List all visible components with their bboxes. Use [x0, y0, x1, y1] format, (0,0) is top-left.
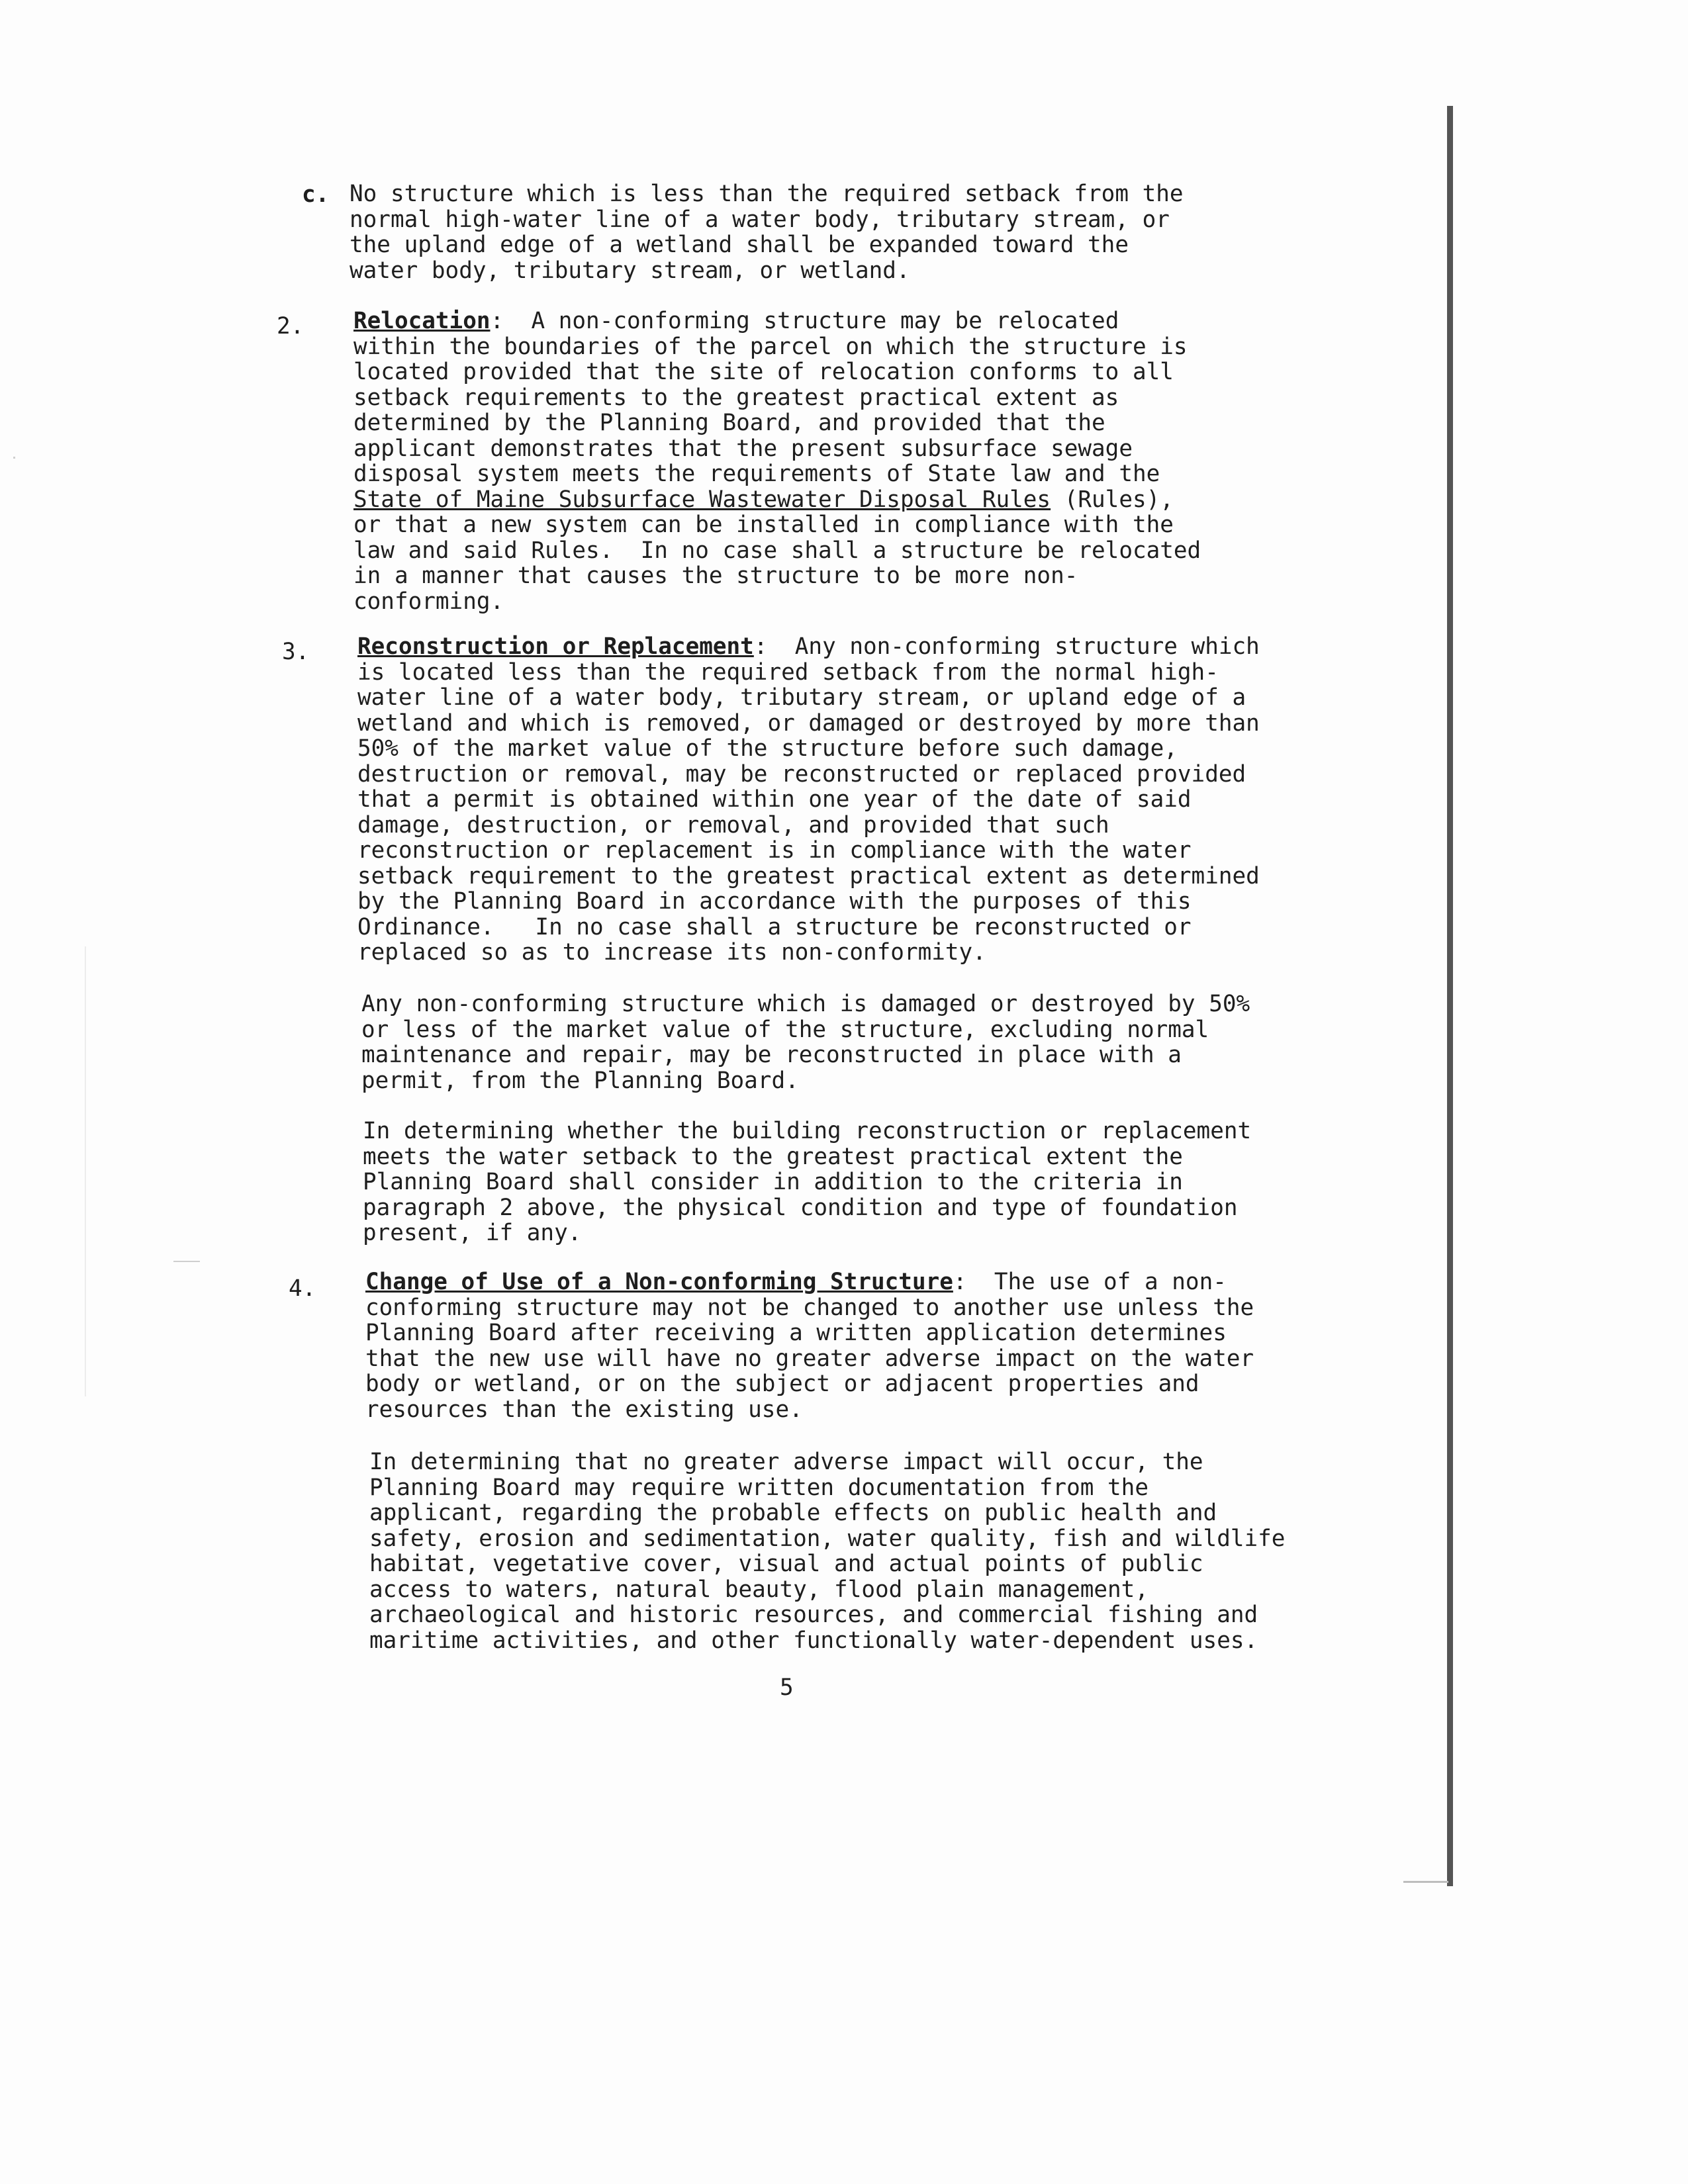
section-3-line: is located less than the required setback from the normal high- [357, 659, 1219, 686]
section-c-marker: c. [302, 181, 330, 208]
section-2-heading: Relocation [353, 308, 491, 334]
scan-speck [85, 946, 86, 1396]
section-2-line: determined by the Planning Board, and provided that the [353, 410, 1105, 436]
section-3-heading: Reconstruction or Replacement [357, 633, 754, 660]
section-4-paragraph-2 [369, 1449, 1285, 1653]
section-3-line: by the Planning Board in accordance with the purposes of this [357, 888, 1192, 915]
section-3-line: replaced so as to increase its non-conformity. [357, 939, 986, 966]
section-4-p2-line: Planning Board may require written documentation from the [369, 1474, 1149, 1501]
section-2-line: or that a new system can be installed in compliance with the [353, 512, 1174, 538]
section-2-marker: 2. [277, 313, 305, 340]
scan-speck [173, 1261, 200, 1262]
section-4-text [365, 1269, 1254, 1422]
section-3-p3-line: paragraph 2 above, the physical condition and type of foundation [363, 1194, 1238, 1221]
section-3-line: destruction or removal, may be reconstructed or replaced provided [357, 760, 1246, 788]
section-3-p2-line: maintenance and repair, may be reconstructed in place with a [361, 1042, 1182, 1068]
section-3-p2-line: Any non-conforming structure which is damaged or destroyed by 50% [361, 991, 1250, 1017]
section-3-line: that a permit is obtained within one year of the date of said [357, 786, 1192, 813]
page-number: 5 [780, 1674, 794, 1701]
section-3-p3-line: In determining whether the building reconstruction or replacement [363, 1118, 1252, 1144]
section-4-p2-line: safety, erosion and sedimentation, water quality, fish and wildlife [369, 1525, 1286, 1552]
section-c-text [350, 181, 1184, 283]
scan-edge-bar [1447, 106, 1453, 1886]
section-3-p3-line: present, if any. [363, 1220, 582, 1246]
section-3-text [357, 634, 1260, 966]
rules-suffix: (Rules), [1051, 486, 1174, 513]
rules-title: State of Maine Subsurface Wastewater Disposal Rules [353, 486, 1051, 513]
section-4-heading: Change of Use of a Non-conforming Structure [365, 1269, 953, 1295]
section-3-first-line [357, 634, 1260, 660]
section-4-line: Planning Board after receiving a written application determines [365, 1320, 1227, 1346]
section-2-text [353, 308, 1201, 614]
section-3-heading-colon: : [753, 633, 768, 660]
section-2-line: law and said Rules. In no case shall a structure be relocated [353, 537, 1201, 564]
section-4-marker: 4. [289, 1275, 316, 1302]
section-c-line: the upland edge of a wetland shall be expanded toward the [350, 232, 1129, 258]
section-3-p2-line: permit, from the Planning Board. [361, 1067, 799, 1094]
section-3-line: 50% of the market value of the structure before such damage, [357, 735, 1178, 762]
section-3-paragraph-3 [363, 1118, 1251, 1246]
section-2-first-line-rest: A non-conforming structure may be relocated [504, 308, 1119, 334]
section-3-line: damage, destruction, or removal, and provided that such [357, 811, 1109, 839]
scan-speck [13, 457, 15, 459]
section-2-first-line [353, 308, 1201, 334]
section-3-line: wetland and which is removed, or damaged or destroyed by more than [357, 709, 1260, 737]
section-3-p3-line: Planning Board shall consider in addition to the criteria in [363, 1169, 1183, 1195]
scan-edge-foot [1403, 1881, 1448, 1883]
section-4-p2-line: access to waters, natural beauty, flood plain management, [369, 1576, 1149, 1603]
section-4-p2-line: maritime activities, and other functionally water-dependent uses. [369, 1627, 1258, 1654]
section-2-line: conforming. [353, 588, 504, 615]
section-3-p3-line: meets the water setback to the greatest practical extent the [363, 1143, 1183, 1170]
section-c-line: normal high-water line of a water body, tributary stream, or [350, 206, 1170, 233]
section-3-line: Ordinance. In no case shall a structure be reconstructed or [357, 913, 1192, 940]
section-2-line: within the boundaries of the parcel on which the structure is [353, 333, 1188, 360]
section-4-p2-line: applicant, regarding the probable effects on public health and [369, 1500, 1217, 1526]
section-3-paragraph-2 [361, 991, 1250, 1093]
section-3-marker: 3. [282, 639, 310, 665]
section-4-line: conforming structure may not be changed to another use unless the [365, 1294, 1254, 1321]
section-4-p2-line: In determining that no greater adverse impact will occur, the [369, 1449, 1203, 1475]
section-2-line: in a manner that causes the structure to be more non- [353, 563, 1078, 589]
section-4-line: that the new use will have no greater adverse impact on the water [365, 1345, 1254, 1372]
section-3-line: water line of a water body, tributary stream, or upland edge of a [357, 684, 1246, 711]
section-2-line: applicant demonstrates that the present subsurface sewage [353, 435, 1133, 462]
section-3-line: reconstruction or replacement is in compliance with the water [357, 837, 1192, 864]
section-3-first-line-rest: Any non-conforming structure which [767, 633, 1260, 660]
section-4-heading-colon: : [953, 1269, 967, 1295]
section-2-heading-colon: : [490, 308, 504, 334]
section-2-line: located provided that the site of relocation conforms to all [353, 359, 1174, 385]
section-4-p2-line: archaeological and historic resources, and commercial fishing and [369, 1602, 1258, 1628]
section-2-line: disposal system meets the requirements of State law and the [353, 461, 1160, 487]
section-3-line: setback requirement to the greatest practical extent as determined [357, 862, 1260, 889]
section-c-line: water body, tributary stream, or wetland. [350, 257, 910, 284]
section-4-line: resources than the existing use. [365, 1396, 803, 1423]
section-4-line: body or wetland, or on the subject or adjacent properties and [365, 1371, 1199, 1397]
section-2-rules-line [353, 487, 1201, 513]
section-4-first-line [365, 1269, 1254, 1295]
section-2-line: setback requirements to the greatest practical extent as [353, 384, 1119, 411]
section-4-first-line-rest: The use of a non- [966, 1269, 1227, 1295]
section-c-line: No structure which is less than the required setback from the [350, 181, 1184, 207]
section-3-p2-line: or less of the market value of the structure, excluding normal [361, 1016, 1209, 1043]
section-4-p2-line: habitat, vegetative cover, visual and actual points of public [369, 1551, 1203, 1577]
